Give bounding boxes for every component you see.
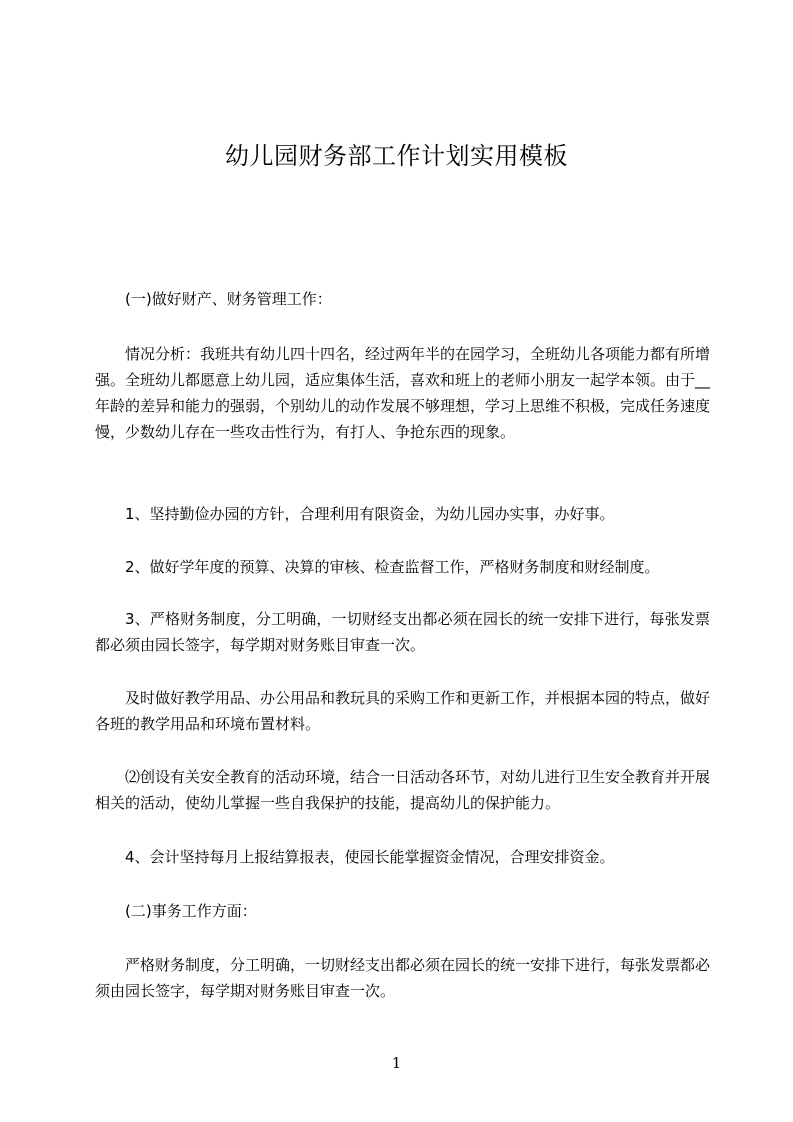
paragraph-finance-rules: 严格财务制度，分工明确，一切财经支出都必须在园长的统一安排下进行，每张发票都必须由园长签字，每学期对财务账目审查一次。 (95, 956, 711, 1000)
section-heading-affairs: (二)事务工作方面： (125, 902, 257, 920)
paragraph-safety-education: ⑵创设有关安全教育的活动环境，结合一日活动各环节，对幼儿进行卫生安全教育并开展相关的活动，使幼儿掌握一些自我保护的技能，提高幼儿的保护能力。 (95, 768, 711, 812)
paragraph-item-4: 4、会计坚持每月上报结算报表，使园长能掌握资金情况，合理安排资金。 (125, 848, 615, 866)
paragraph-item-2: 2、做好学年度的预算、决算的审核、检查监督工作，严格财务制度和财经制度。 (125, 558, 660, 576)
paragraph-item-3: 3、严格财务制度，分工明确，一切财经支出都必须在园长的统一安排下进行，每张发票都必须由园长签字，每学期对财务账目审查一次。 (95, 610, 710, 654)
paragraph-item-1: 1、坚持勤俭办园的方针，合理利用有限资金，为幼儿园办实事，办好事。 (125, 505, 615, 523)
paragraph-procurement: 及时做好教学用品、办公用品和教玩具的采购工作和更新工作，并根据本园的特点，做好各班的教学用品和环境布置材料。 (95, 689, 711, 733)
page-number: 1 (391, 1054, 402, 1072)
paragraph-situation-analysis: 情况分析：我班共有幼儿四十四名，经过两年半的在园学习，全班幼儿各项能力都有所增强。全班幼儿都愿意上幼儿园，适应集体生活，喜欢和班上的老师小朋友一起学本领。由于__年龄的差异和能力的强弱，个别幼儿的动作发展不够理想，学习上思维不积极，完成任务速度慢，少数幼儿存在一些攻击性行为，有打人、争抢东西的现象。 (95, 345, 711, 441)
document-title: 幼儿园财务部工作计划实用模板 (225, 142, 568, 170)
section-heading-property-finance: (一)做好财产、财务管理工作： (125, 290, 332, 308)
